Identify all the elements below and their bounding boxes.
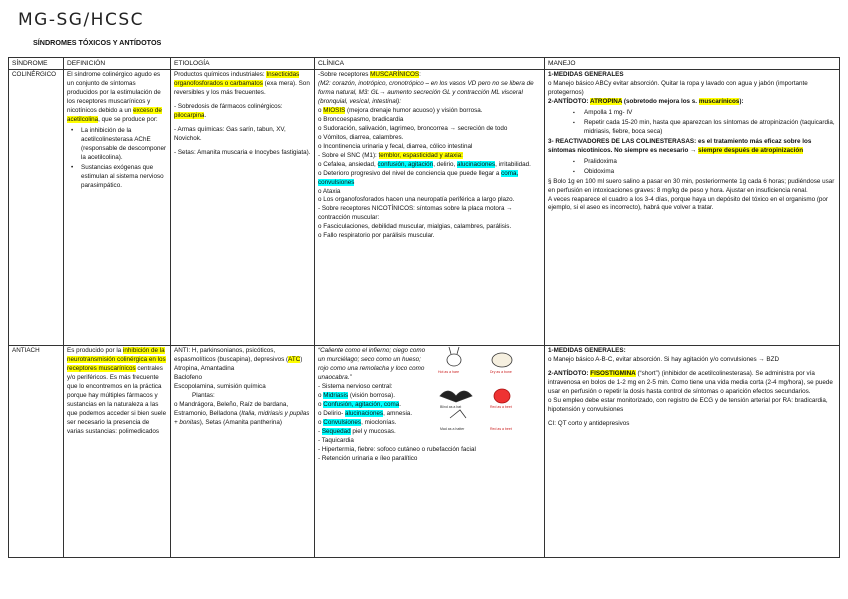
image-caption: Dry as a bone bbox=[490, 370, 512, 375]
etiology-cell: Productos químicos industriales: Insecticidas organofosforados o carbamatos (exa mera). Son reversibles y los más frecuentes. - Sobredosis de fármacos colinérgicos: pilocarpina. - Armas químicas: Gas sarín, tabun, XV, Novichok. - Setas: Amanita muscaria e Inocybes fastigiata). bbox=[171, 70, 315, 346]
image-caption: Mad as a hatter bbox=[440, 427, 465, 432]
image-caption: Hot as a hare bbox=[438, 370, 460, 375]
column-header: ETIOLOGÍA bbox=[171, 58, 315, 70]
syndrome-name: ANTIACH bbox=[9, 346, 64, 558]
table-row-colinergico bbox=[9, 70, 840, 346]
mnemonic-illustration bbox=[432, 346, 542, 434]
page-title: SÍNDROMES TÓXICOS Y ANTÍDOTOS bbox=[33, 38, 162, 47]
syndrome-name: COLINÉRGICO bbox=[9, 70, 64, 346]
toxic-syndromes-table bbox=[8, 57, 840, 558]
clinical-cell: Hot as a hare Dry as a bone Blind as a bat Red as a beet Mad as a hatter Red as a beet “Caliente como el infierno; ciego como un murciélago; seco como un hueso; rojo como una remolacha y loco como unaocabra.” - Sistema nervioso central: o Midriasis (visión borrosa). o Confusión, agitación, coma. o Delirio- alucinaciones, amnesia. o Convulsiones, mioclonías. - Sequedad piel y mucosas. - Taquicardia - Hipertermia, fiebre: sofoco cutáneo o rubefacción facial - Retención urinaria e íleo paralítico bbox=[315, 346, 545, 558]
image-caption: Blind as a bat bbox=[440, 405, 462, 410]
handwritten-header: MG-SG/HCSC bbox=[18, 10, 144, 30]
list-item: • La inhibición de la acetilcolinesterasa AChE (responsable de descomponer la acetilcolina). bbox=[81, 127, 167, 163]
image-caption: Red as a beet bbox=[490, 405, 512, 410]
management-cell: 1-MEDIDAS GENERALES o Manejo básico ABCy evitar absorción. Quitar la ropa y lavado con agua y jabón (importante protegernos) 2-ANTÍDOTO: ATROPINA (sobretodo mejora los s. muscarínicos): ▪ Ampolla 1 mg- IV ▪ Repetir cada 15-20 min, hasta que aparezcan los síntomas de atropinización (taquicardia, midriasis, fiebre, boca seca) 3- REACTIVADORES DE LAS COLINESTERASAS: es el tratamiento más eficaz sobre los síntomas nicotínicos. No siempre es necesario → siempre después de atropinización ▪ Pralidoxima ▪ Obidoxima § Bolo 1g en 100 ml suero salino a pasar en 30 min, posteriormente 1g cada 6 horas; pudiéndose usar en perfusión en intoxicaciones graves: 8 mg/kg de peso y hora. Ajustar en insuficiencia renal. A veces reaparece el cuadro a los 3-4 días, porque haya un depósito del tóxico en el organismo (por ejemplo, si el aseo es incorrecto), habrá que volver a tratar. bbox=[545, 70, 840, 346]
list-item: ▪ Ampolla 1 mg- IV bbox=[584, 109, 836, 118]
list-item: ▪ Repetir cada 15-20 min, hasta que aparezcan los síntomas de atropinización (taquicardia, midriasis, fiebre, boca seca) bbox=[584, 119, 836, 137]
management-cell: 1-MEDIDAS GENERALES: o Manejo básico A-B-C, evitar absorción. Si hay agitación y/o convulsiones → BZD 2-ANTÍDOTO: FISOSTIGMINA (“short”) (inhibidor de acetilcolinesterasa). Se administra por vía intravenosa en bolos de 1-2 mg en 2-5 min. Como tiene una vida media corta (2-4 mg/hora), se puede usar en perfusión o repetir la dosis hasta control de síntomas o aparición efectos secundarios. o Su empleo debe estar monitorizado, con registro de ECG y de tensión arterial por RA: bradicardia, hipotensión y convulsiones CI: QT corto y antidepresivos bbox=[545, 346, 840, 558]
list-item: • Sustancias exógenas que estimulan al sistema nervioso parasimpático. bbox=[81, 164, 167, 191]
column-header: DEFINICIÓN bbox=[64, 58, 171, 70]
definition-cell: El síndrome colinérgico agudo es un conjunto de síntomas producidos por la estimulación de los receptores muscarínicos y nicotínicos debido a un exceso de acetilcolina, que se produce por: • La inhibición de la acetilcolinesterasa AChE (responsable de descomponer la acetilcolina). • Sustancias exógenas que estimulan al sistema nervioso parasimpático. bbox=[64, 70, 171, 346]
definition-cell: Es producido por la inhibición de la neurotransmisión colinérgica en los receptores muscarínicos centrales y/o periféricos. Es más frecuente que lo encontremos en la práctica porque hay múltiples fármacos y sustancias en la naturaleza a las que podemos acceder si bien suele ser necesario la presencia de varias sustancias: polimedicados bbox=[64, 346, 171, 558]
list-item: ▪ Pralidoxima bbox=[584, 158, 836, 167]
column-header: SÍNDROME bbox=[9, 58, 64, 70]
column-header: CLÍNICA bbox=[315, 58, 545, 70]
table-header-row bbox=[9, 58, 840, 70]
list-item: ▪ Obidoxima bbox=[584, 168, 836, 177]
column-header: MANEJO bbox=[545, 58, 840, 70]
clinical-cell: -Sobre receptores MUSCARÍNICOS: (M2: corazón, inotrópico, cronotrópico – en los vasos VD pero no se libera de forma natural, M3: GL→ aumento secreción GL y contracción ML visceral (bronquial, vesical, intestinal): o MIOSIS (mejora drenaje humor acuoso) y visión borrosa. o Broncoespasmo, bradicardia o Sudoración, salivación, lagrimeo, broncorrea → secreción de todo o Vómitos, diarrea, calambres. o Incontinencia urinaria y fecal, diarrea, cólico intestinal - Sobre el SNC (M1): temblor, espasticidad y ataxia: o Cefalea, ansiedad, confusión, agitación, delirio, alucinaciones, irritabilidad. o Deterioro progresivo del nivel de conciencia que puede llegar a coma, convulsiones o Ataxia o Los organofosforados hacen una neuropatía periférica a largo plazo. - Sobre receptores NICOTÍNICOS: síntomas sobre la placa motora → contracción muscular: o Fasciculaciones, debilidad muscular, mialgias, calambres, parálisis. o Fallo respiratorio por parálisis muscular. bbox=[315, 70, 545, 346]
image-caption: Red as a beet bbox=[490, 427, 512, 432]
etiology-cell: ANTI: H, parkinsonianos, psicóticos, espasmolíticos (buscapina), depresivos (ATC) Atropina, Amantadina Baclofeno Escopolamina, sumisión química Plantas: o Mandrágora, Beleño, Raíz de bardana, Estramonio, Belladona (Italia, midriasis y pupilas + bonitas), Setas (Amanita pantherina) bbox=[171, 346, 315, 558]
table-row-antiach bbox=[9, 346, 840, 558]
